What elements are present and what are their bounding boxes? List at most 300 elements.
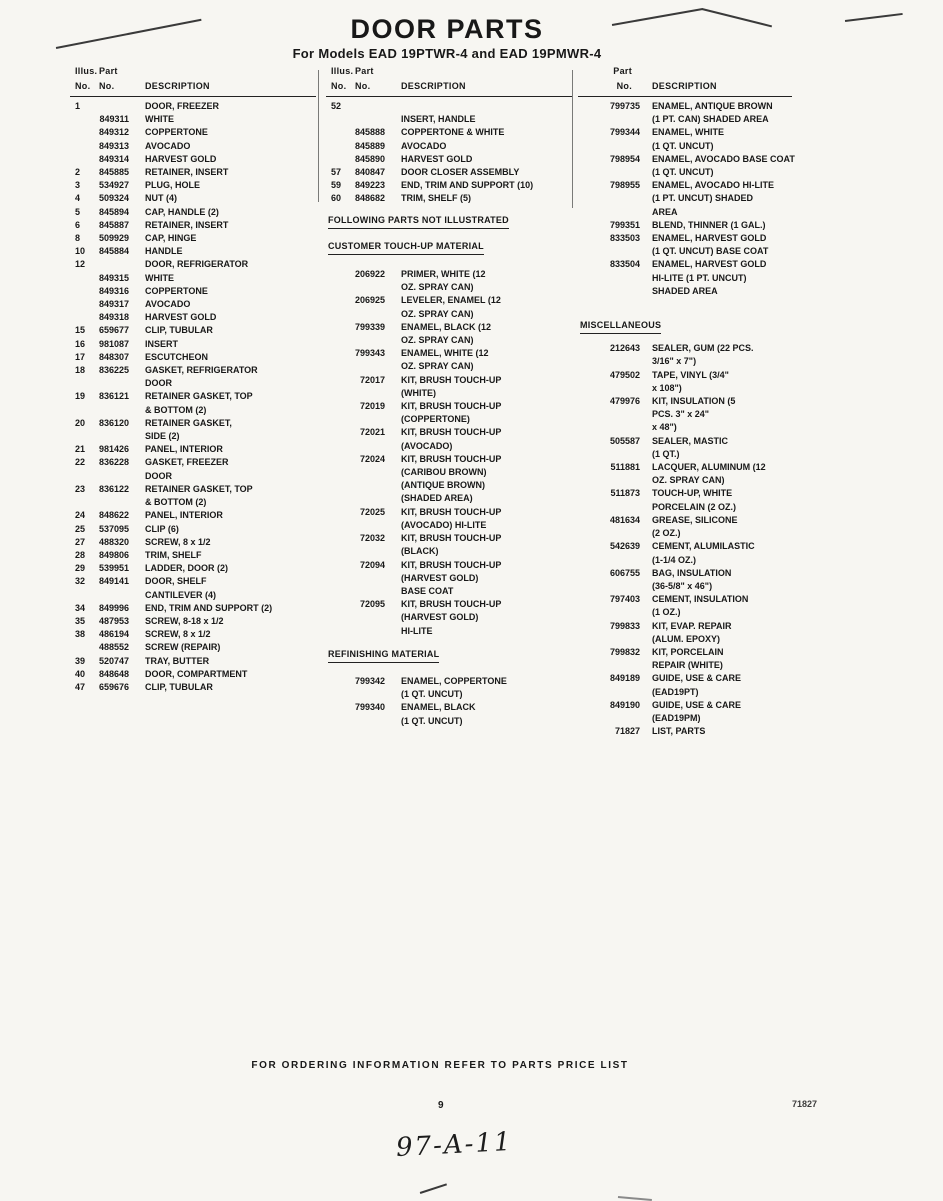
part-header-label: Part (99, 66, 118, 76)
part-description: ENAMEL, WHITE (12 OZ. SPRAY CAN) (401, 348, 489, 372)
illus-no: 57 (331, 167, 342, 178)
part-description: SEALER, GUM (22 PCS. 3/16" x 7") (652, 343, 754, 367)
part-description: PLUG, HOLE (145, 180, 201, 191)
parts-row (70, 628, 316, 641)
part-no: 481634 (609, 514, 640, 525)
illus-no: 20 (75, 417, 86, 428)
parts-row (70, 166, 316, 179)
part-no: 659676 (98, 681, 129, 692)
parts-row (70, 509, 316, 522)
not-illustrated-heading: FOLLOWING PARTS NOT ILLUSTRATED (328, 214, 509, 229)
part-description: DOOR, SHELF CANTILEVER (4) (145, 576, 217, 600)
part-description: KIT, BRUSH TOUCH-UP (HARVEST GOLD) HI-LITE (401, 599, 502, 636)
part-description: DOOR, REFRIGERATOR (145, 259, 249, 270)
part-description: INSERT, HANDLE (401, 114, 476, 125)
part-no: 509929 (98, 233, 129, 244)
part-no: 72019 (359, 401, 385, 412)
parts-row (326, 268, 572, 294)
part-no (97, 258, 145, 271)
part-description: TOUCH-UP, WHITE PORCELAIN (2 OZ.) (652, 488, 737, 512)
part-description: RETAINER GASKET, SIDE (2) (145, 417, 232, 442)
part-description: KIT, BRUSH TOUCH-UP (AVOCADO) (401, 427, 502, 451)
part-description: LADDER, DOOR (2) (145, 563, 228, 574)
part-description: GREASE, SILICONE (2 OZ.) (652, 514, 738, 539)
part-description: AVOCADO (145, 140, 191, 151)
handwritten-annotation: 97-A-11 (395, 1126, 514, 1164)
part-no: 849223 (354, 180, 385, 191)
part-description: SCREW, 8 x 1/2 (145, 629, 211, 640)
refinishing-heading: REFINISHING MATERIAL (328, 648, 439, 663)
part-description: ENAMEL, AVOCADO HI-LITE (1 PT. UNCUT) SHADED AREA (652, 180, 774, 217)
parts-row (578, 258, 792, 298)
part-no: 840847 (354, 167, 385, 178)
illus-no: 3 (75, 180, 81, 191)
parts-row (578, 540, 792, 566)
illus-no: 52 (331, 101, 342, 111)
part-description: ENAMEL, ANTIQUE BROWN (1 PT. CAN) SHADED AREA (652, 101, 773, 125)
part-description: COPPERTONE (145, 285, 208, 296)
parts-row (70, 456, 316, 482)
part-description: LEVELER, ENAMEL (12 OZ. SPRAY CAN) (401, 295, 501, 319)
parts-row (578, 395, 792, 435)
parts-row (578, 725, 792, 738)
part-no: 848648 (98, 668, 129, 679)
parts-row (70, 364, 316, 390)
parts-row (326, 140, 572, 153)
illus-no: 25 (75, 523, 86, 534)
part-description: KIT, BRUSH TOUCH-UP (COPPERTONE) (401, 401, 502, 425)
part-description: ENAMEL, BLACK (12 OZ. SPRAY CAN) (401, 321, 492, 346)
illus-no: 21 (75, 444, 86, 455)
parts-row (70, 298, 316, 311)
description-header-label: DESCRIPTION (145, 81, 210, 91)
part-no: 488552 (98, 642, 129, 653)
parts-row (578, 435, 792, 461)
parts-row (70, 258, 316, 271)
description-header-label: DESCRIPTION (401, 81, 466, 91)
part-description: RETAINER, INSERT (145, 167, 229, 178)
scan-artifact (420, 1183, 447, 1193)
part-description: CAP, HANDLE (2) (145, 206, 219, 217)
part-description: KIT, BRUSH TOUCH-UP (BLACK) (401, 533, 502, 557)
part-no: 845890 (354, 153, 385, 164)
part-description: LIST, PARTS (652, 726, 706, 737)
illus-no (326, 675, 353, 701)
parts-row (578, 369, 792, 395)
parts-row (70, 483, 316, 509)
parts-row (70, 140, 316, 153)
part-no: 833504 (609, 259, 640, 270)
part-description: KIT, BRUSH TOUCH-UP (CARIBOU BROWN) (ANTIQUE BROWN) (SHADED AREA) (401, 453, 502, 504)
part-no: 799342 (354, 675, 385, 686)
column-divider-line (572, 70, 573, 208)
part-no: 845889 (354, 140, 385, 151)
part-no: 72094 (359, 559, 385, 570)
illus-no-header-label: No. (75, 81, 91, 91)
part-description: KIT, BRUSH TOUCH-UP (AVOCADO) HI-LITE (401, 506, 502, 530)
part-description: PANEL, INTERIOR (145, 444, 223, 455)
part-no: 799832 (609, 646, 640, 657)
parts-row (326, 559, 572, 599)
part-no: 799833 (609, 620, 640, 631)
parts-row (578, 461, 792, 487)
illus-no (326, 140, 353, 153)
parts-row (70, 192, 316, 205)
part-no: 849315 (98, 272, 129, 283)
part-description: AVOCADO (401, 140, 447, 151)
parts-row (70, 272, 316, 285)
parts-row (70, 615, 316, 628)
parts-row (326, 294, 572, 320)
illus-no: 16 (75, 338, 86, 349)
illus-no: 2 (75, 167, 81, 178)
parts-row (70, 575, 316, 601)
header-spacer (401, 64, 572, 79)
parts-row (326, 347, 572, 373)
illus-no (70, 298, 97, 311)
part-description: AVOCADO (145, 299, 191, 310)
illus-no (326, 347, 353, 373)
part-no: 836122 (98, 483, 129, 494)
part-no: 539951 (98, 563, 129, 574)
part-no: 798954 (609, 153, 640, 164)
parts-row (578, 672, 792, 698)
part-description: WHITE (145, 272, 174, 283)
parts-row (578, 100, 792, 126)
parts-row (578, 342, 792, 368)
illus-no: 4 (75, 193, 81, 204)
illus-no (326, 294, 353, 320)
parts-row (578, 153, 795, 179)
illus-no (326, 426, 353, 452)
parts-row (578, 620, 792, 646)
part-no (97, 100, 145, 113)
part-description: COPPERTONE (145, 127, 208, 138)
part-no: 72095 (359, 599, 385, 610)
parts-row (578, 593, 792, 619)
part-description: NUT (4) (145, 193, 177, 204)
part-description: SCREW (REPAIR) (145, 642, 221, 653)
parts-row (578, 487, 792, 513)
part-description: RETAINER GASKET, TOP & BOTTOM (2) (145, 391, 253, 415)
part-no: 72024 (359, 453, 385, 464)
parts-row (326, 153, 572, 166)
part-no: 511881 (610, 462, 640, 473)
illus-no (326, 374, 353, 400)
parts-row (70, 602, 316, 615)
part-description: SEALER, MASTIC (1 QT.) (652, 435, 729, 459)
part-no-header-label: No. (616, 81, 632, 91)
part-description: SCREW, 8 x 1/2 (145, 536, 211, 547)
illus-header-label: Illus. (331, 66, 354, 76)
parts-column-2 (326, 64, 572, 728)
illus-no (70, 272, 97, 285)
illus-no: 32 (75, 576, 86, 587)
parts-row (70, 245, 316, 258)
part-description: TRIM, SHELF (145, 549, 202, 560)
touchup-heading: CUSTOMER TOUCH-UP MATERIAL (328, 240, 484, 255)
illus-no: 29 (75, 563, 86, 574)
part-description: GUIDE, USE & CARE (EAD19PM) (652, 699, 742, 723)
page-subtitle: For Models EAD 19PTWR-4 and EAD 19PMWR-4 (292, 46, 602, 61)
parts-row (326, 675, 572, 701)
parts-column-1 (70, 64, 316, 694)
part-no: 845894 (98, 206, 129, 217)
illus-no: 6 (75, 219, 81, 230)
part-no: 849312 (98, 127, 129, 138)
part-description: DOOR CLOSER ASSEMBLY (401, 167, 520, 178)
part-no: 849806 (98, 549, 129, 560)
illus-no (326, 153, 353, 166)
parts-row (70, 562, 316, 575)
not-illustrated-section (326, 214, 572, 229)
illus-no: 5 (75, 206, 81, 217)
illus-no: 28 (75, 549, 86, 560)
part-no: 799735 (609, 101, 640, 111)
part-description: PRIMER, WHITE (12 OZ. SPRAY CAN) (401, 269, 486, 293)
parts-row (578, 219, 792, 232)
parts-row (70, 390, 316, 416)
part-description: ENAMEL, AVOCADO BASE COAT (1 QT. UNCUT) (652, 153, 795, 178)
header-spacer (145, 64, 316, 79)
part-no: 848307 (98, 351, 129, 362)
header-line-1 (326, 64, 572, 79)
part-description: DOOR, COMPARTMENT (145, 668, 248, 679)
part-no: 799344 (609, 127, 640, 138)
page-number: 9 (438, 1100, 444, 1111)
illus-header-label: Illus. (75, 66, 98, 76)
parts-row (70, 311, 316, 324)
header-line-1 (578, 64, 792, 79)
part-no: 206925 (354, 295, 385, 306)
part-no: 486194 (98, 629, 129, 640)
parts-row (326, 166, 572, 179)
column2-header (326, 64, 572, 97)
part-no: 537095 (98, 523, 129, 534)
touchup-table (326, 268, 572, 638)
part-description: END, TRIM AND SUPPORT (2) (145, 602, 273, 613)
part-description: HARVEST GOLD (401, 153, 473, 164)
part-description: CLIP (6) (145, 523, 179, 534)
parts-row (326, 192, 572, 205)
part-description: HARVEST GOLD (145, 153, 217, 164)
part-no: 799343 (354, 348, 385, 359)
parts-row (70, 179, 316, 192)
illus-no (326, 559, 353, 599)
part-no: 206922 (354, 269, 385, 280)
illus-no: 10 (75, 246, 86, 257)
part-description: ENAMEL, BLACK (1 QT. UNCUT) (401, 702, 476, 726)
part-no: 845888 (354, 127, 385, 138)
document-number: 71827 (792, 1099, 818, 1109)
part-no: 849313 (98, 140, 129, 151)
illus-no (326, 506, 353, 532)
parts-row (326, 179, 572, 192)
parts-row (326, 321, 572, 347)
parts-row (70, 285, 316, 298)
part-header-label: Part (613, 66, 632, 76)
illus-no: 23 (75, 483, 86, 494)
parts-table-col1 (70, 100, 316, 694)
part-no: 849996 (98, 602, 129, 613)
parts-row (70, 153, 316, 166)
part-description: SCREW, 8-18 x 1/2 (145, 615, 224, 626)
part-no: 849318 (98, 312, 129, 323)
part-description: ENAMEL, HARVEST GOLD HI-LITE (1 PT. UNCUT) SHADED AREA (652, 259, 767, 296)
illus-no: 39 (75, 655, 86, 666)
part-no-header-label: No. (355, 81, 371, 91)
part-no: 72032 (359, 533, 385, 544)
part-no: 836120 (98, 417, 129, 428)
parts-row (70, 549, 316, 562)
part-no: 848622 (98, 510, 129, 521)
part-no: 797403 (609, 594, 640, 605)
parts-table-col3 (578, 100, 795, 298)
part-description: KIT, INSULATION (5 PCS. 3" x 24" x 48") (652, 396, 736, 433)
part-description: GUIDE, USE & CARE (EAD19PT) (652, 673, 742, 697)
illus-no: 15 (75, 325, 86, 336)
illus-no (70, 285, 97, 298)
illus-no: 34 (75, 602, 86, 613)
illus-no (326, 453, 353, 506)
part-no: 836121 (98, 391, 129, 402)
part-description: ENAMEL, COPPERTONE (1 QT. UNCUT) (401, 675, 507, 700)
part-no: 849311 (99, 114, 129, 125)
part-no: 520747 (98, 655, 129, 666)
parts-row (578, 126, 792, 152)
part-no: 487953 (98, 615, 129, 626)
part-description: PANEL, INTERIOR (145, 510, 223, 521)
header-line-1 (70, 64, 316, 79)
part-no: 981426 (98, 444, 129, 455)
illus-no: 18 (75, 365, 86, 376)
part-no: 542639 (609, 541, 640, 552)
part-no: 849190 (609, 699, 640, 710)
illus-no: 1 (75, 101, 81, 111)
ordering-note: FOR ORDERING INFORMATION REFER TO PARTS PRICE LIST (251, 1060, 629, 1071)
parts-row (578, 646, 792, 672)
part-no: 836225 (98, 365, 129, 376)
illus-no-header-label: No. (331, 81, 347, 91)
illus-no (326, 321, 353, 347)
illus-no: 22 (75, 457, 86, 468)
part-no (353, 100, 401, 126)
parts-row (326, 100, 572, 126)
part-no: 849189 (609, 673, 640, 684)
part-description: KIT, BRUSH TOUCH-UP (WHITE) (401, 374, 502, 398)
column3-header (578, 64, 792, 97)
part-description: CLIP, TUBULAR (145, 325, 213, 336)
illus-no: 8 (75, 233, 81, 244)
part-description: CAP, HINGE (145, 233, 197, 244)
parts-row (578, 232, 792, 258)
miscellaneous-section (578, 319, 792, 334)
parts-row (70, 232, 316, 245)
illus-no (326, 400, 353, 426)
part-no: 71827 (614, 726, 640, 737)
part-description: BLEND, THINNER (1 GAL.) (652, 219, 766, 230)
parts-row (326, 701, 572, 727)
part-no: 488320 (98, 536, 129, 547)
illus-no (326, 598, 353, 638)
part-description: END, TRIM AND SUPPORT (10) (401, 180, 534, 191)
parts-row (326, 126, 572, 139)
part-no: 848682 (354, 193, 385, 204)
part-description: TAPE, VINYL (3/4" x 108") (652, 369, 729, 393)
part-no: 72021 (359, 427, 385, 438)
parts-row (70, 113, 316, 126)
part-no: 849316 (98, 285, 129, 296)
illus-no: 35 (75, 615, 86, 626)
part-description: GASKET, REFRIGERATOR DOOR (145, 365, 258, 389)
part-no: 509324 (98, 193, 129, 204)
illus-no: 60 (331, 193, 342, 204)
part-no: 606755 (609, 567, 640, 578)
column-divider-line (318, 70, 319, 202)
part-no: 833503 (609, 233, 640, 244)
parts-row (70, 417, 316, 443)
part-no: 845887 (98, 219, 129, 230)
refinishing-table (326, 675, 572, 728)
illus-no: 24 (75, 510, 86, 521)
part-description: ESCUTCHEON (145, 351, 209, 362)
parts-row (70, 338, 316, 351)
part-description: LACQUER, ALUMINUM (12 OZ. SPRAY CAN) (652, 462, 766, 486)
part-no: 534927 (98, 180, 129, 191)
part-no: 659677 (98, 325, 129, 336)
illus-no: 59 (331, 180, 342, 191)
parts-row (70, 536, 316, 549)
parts-row (70, 126, 316, 139)
part-no: 849314 (98, 153, 129, 164)
part-description: WHITE (145, 114, 174, 125)
illus-no (70, 641, 97, 654)
parts-row (326, 598, 572, 638)
parts-row (70, 523, 316, 536)
part-description: DOOR, FREEZER (145, 101, 220, 111)
parts-row (70, 100, 316, 113)
parts-column-3 (578, 64, 795, 738)
illus-no (70, 153, 97, 166)
parts-row (326, 426, 572, 452)
part-no: 849317 (98, 299, 129, 310)
part-no: 479976 (609, 396, 640, 407)
part-description: KIT, PORCELAIN REPAIR (WHITE) (652, 646, 724, 671)
illus-no: 38 (75, 629, 86, 640)
page-title: DOOR PARTS (350, 14, 544, 44)
parts-row (326, 374, 572, 400)
part-no: 799351 (609, 219, 640, 230)
parts-row (70, 443, 316, 456)
parts-row (326, 453, 572, 506)
part-no: 799340 (354, 702, 385, 713)
part-no: 72025 (359, 506, 385, 517)
parts-row (70, 324, 316, 337)
part-no: 212643 (609, 343, 640, 354)
header-line-2 (326, 79, 572, 94)
part-no: 511873 (610, 488, 640, 499)
illus-no: 17 (75, 351, 86, 362)
illus-no: 19 (75, 391, 86, 402)
part-no: 836228 (98, 457, 129, 468)
touchup-section (326, 240, 572, 255)
part-no: 72017 (359, 374, 385, 385)
part-description: KIT, BRUSH TOUCH-UP (HARVEST GOLD) BASE COAT (401, 559, 502, 596)
description-header-label: DESCRIPTION (652, 81, 717, 91)
illus-no (326, 126, 353, 139)
illus-no: 12 (75, 259, 86, 270)
column1-header (70, 64, 316, 97)
